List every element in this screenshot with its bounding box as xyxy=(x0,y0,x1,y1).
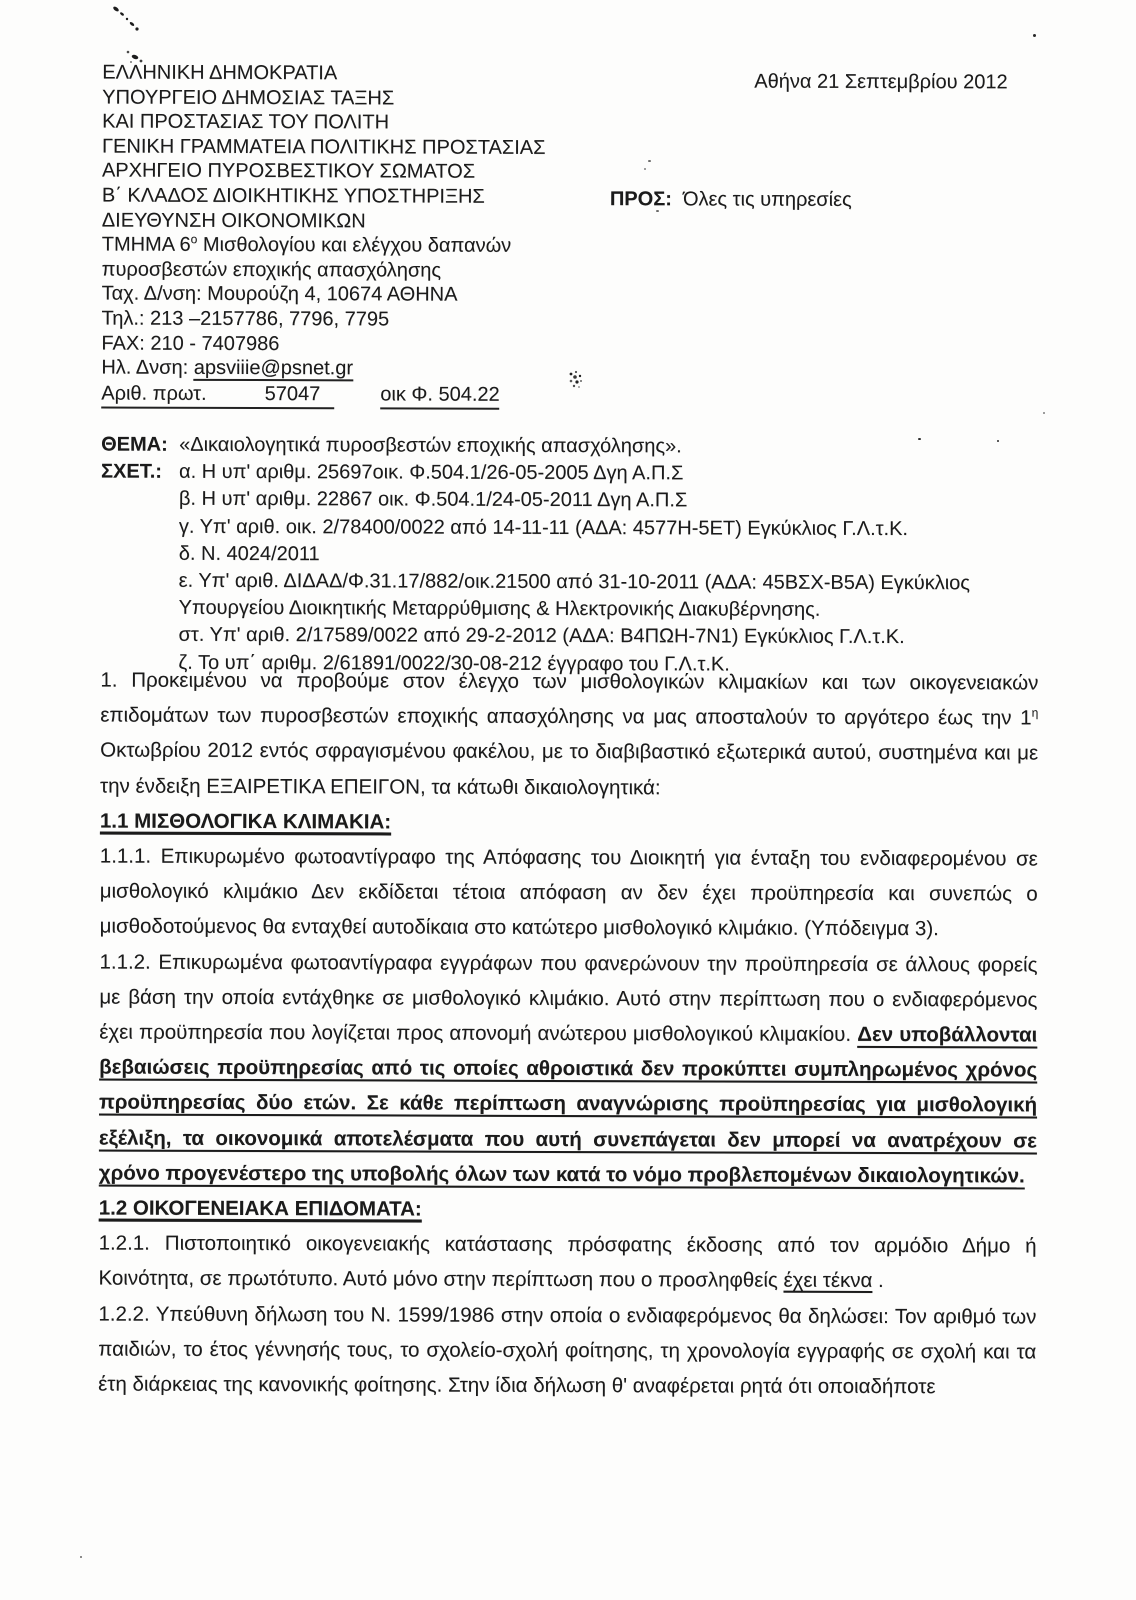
email-address: apsviiie@psnet.gr xyxy=(193,356,354,380)
paragraph-1-1-1: 1.1.1. Επικυρωμένο φωτοαντίγραφο της Απόφασης του Διοικητή για ένταξη του ενδιαφερομένου σε μισθολογικό κλιμάκιο Δεν εκδίδεται τέτοια απόφαση αν δεν έχει προϋπηρεσία και συνεπώς ο μισθοδοτούμενος θα ενταχθεί αυτοδίκαια στο κατώτερο μισθολογικό κλιμάκιο. (Υπόδειγμα 3). xyxy=(99,844,1038,941)
sender-line: ΚΑΙ ΠΡΟΣΤΑΣΙΑΣ ΤΟΥ ΠΟΛΙΤΗ xyxy=(102,110,390,134)
paragraph-1-2-1-text: 1.2.1. Πιστοποιητικό οικογενειακής κατάστασης πρόσφατης έκδοσης από τον αρμόδιο Δήμο ή Κοινότητα, σε πρωτότυπο. Αυτό μόνο στην περίπτωση που ο προσληφθείς xyxy=(98,1231,1037,1293)
section-heading-1-1: 1.1 ΜΙΣΘΟΛΟΓΙΚΑ ΚΛΙΜΑΚΙΑ: xyxy=(99,809,392,834)
document-date: Αθήνα 21 Σεπτεμβρίου 2012 xyxy=(754,70,1008,94)
paragraph-1-1-2 xyxy=(99,944,1038,1193)
reference-item: ζ. Το υπ΄ αριθμ. 2/61891/0022/30-08-212 έγγραφο του Γ.Λ.τ.Κ. xyxy=(178,651,730,676)
sender-department-line xyxy=(102,233,702,259)
letter-body xyxy=(98,663,1038,1405)
paragraph-1-2-1-tail: . xyxy=(872,1269,884,1293)
references-list xyxy=(178,459,1049,679)
reference-item: β. Η υπ' αριθμ. 22867 οικ. Φ.504.1/24-05-2011 Δγη Α.Π.Σ xyxy=(178,488,688,512)
protocol-number: 57047 xyxy=(264,382,321,405)
subject-text: «Δικαιολογητικά πυροσβεστών εποχικής απασχόλησης». xyxy=(179,433,682,458)
sender-department-line2: πυροσβεστών εποχικής απασχόλησης xyxy=(101,258,442,282)
paragraph-1-2-2: 1.2.2. Υπεύθυνη δήλωση του Ν. 1599/1986 στην οποία ο ενδιαφερόμενος θα δηλώσει: Τον αριθμό των παιδιών, το έτος γέννησής τους, το σχολείο-σχολή φοίτησης, τη χρονολογία εγγραφής σε σχολή και τα έτη διάρκειας της κανονικής φοίτησης. Στην ίδια δήλωση θ' αναφέρεται ρητά ότι οποιαδήποτε xyxy=(98,1302,1037,1399)
reference-item: α. Η υπ' αριθμ. 25697οικ. Φ.504.1/26-05-2005 Δγη Α.Π.Σ xyxy=(178,460,684,485)
reference-item: γ. Υπ' αριθ. οικ. 2/78400/0022 από 14-11-11 (ΑΔΑ: 4577Η-5ΕΤ) Εγκύκλιος Γ.Λ.τ.Κ. xyxy=(178,515,909,540)
protocol-line xyxy=(101,381,701,407)
references-label: ΣΧΕΤ.: xyxy=(100,460,162,483)
date-ordinal-sup: η xyxy=(1031,705,1039,720)
paragraph-1-1-2-emphasis: Δεν υποβάλλονται βεβαιώσεις προϋπηρεσίας από τις οποίες αθροιστικά δεν προκύπτει συμπληρωμένος χρόνος προϋπηρεσίας δύο ετών. Σε κάθε περίπτωση αναγνώρισης προϋπηρεσίας για μισθολογική εξέλιξη, τα οικονομικά αποτελέσματα που αυτή συνεπάγεται δεν μπορεί να ανατρέχουν σε χρόνο προγενέστερο της υποβολής όλων των κατά το νόμο προβλεπομένων δικαιολογητικών. xyxy=(98,1022,1038,1188)
protocol-file-number: οικ Φ. 504.22 xyxy=(380,382,499,410)
recipient-value: Όλες τις υπηρεσίες xyxy=(682,188,852,211)
department-number-sup: ο xyxy=(190,232,198,247)
reference-item: ε. Υπ' αριθ. ΔΙΔΑΔ/Φ.31.17/882/οικ.21500 από 31-10-2011 (ΑΔΑ: 45ΒΣΧ-Β5Α) Εγκύκλιος Υπουργείου Διοικητικής Μεταρρύθμισης & Ηλεκτρονικής Διακυβέρνησης. xyxy=(178,569,970,622)
sender-line: ΑΡΧΗΓΕΙΟ ΠΥΡΟΣΒΕΣΤΙΚΟΥ ΣΩΜΑΤΟΣ xyxy=(101,159,476,184)
sender-block xyxy=(101,61,702,408)
reference-item: στ. Υπ' αριθ. 2/17589/0022 από 29-2-2012 (ΑΔΑ: Β4ΠΩΗ-7Ν1) Εγκύκλιος Γ.Λ.τ.Κ. xyxy=(178,624,905,649)
department-number: ΤΜΗΜΑ 6 xyxy=(101,233,191,256)
sender-postal-address: Ταχ. Δ/νση: Μουρούζη 4, 10674 ΑΘΗΝΑ xyxy=(101,282,458,306)
section-heading-1-2: 1.2 ΟΙΚΟΓΕΝΕΙΑΚΑ ΕΠΙΔΟΜΑΤΑ: xyxy=(98,1196,422,1221)
recipient-label: ΠΡΟΣ: xyxy=(609,188,672,211)
sender-fax: FAX: 210 - 7407986 xyxy=(101,332,280,355)
subject-label: ΘΕΜΑ: xyxy=(101,433,168,456)
recipient-line xyxy=(610,188,852,212)
department-name: Μισθολογίου και ελέγχου δαπανών xyxy=(197,233,512,257)
protocol-label: Αριθ. πρωτ. xyxy=(101,382,207,405)
sender-line: ΥΠΟΥΡΓΕΙΟ ΔΗΜΟΣΙΑΣ ΤΑΞΗΣ xyxy=(102,86,395,110)
paragraph-1-2-1 xyxy=(98,1226,1036,1299)
paragraph-1-1-2-text: 1.1.2. Επικυρωμένα φωτοαντίγραφα εγγράφων που φανερώνουν την προϋπηρεσία σε άλλους φορείς με βάση την οποία εντάχθηκε σε μισθολογικό κλιμάκιο. Αυτό στην περίπτωση που ο ενδιαφερόμενος έχει προϋπηρεσία που λογίζεται προς απονομή ανώτερου μισθολογικού κλιμακίου. xyxy=(99,950,1038,1046)
paragraph-1-text: 1. Προκειμένου να προβούμε στον έλεγχο των μισθολογικών κλιμακίων και των οικογενειακών επιδομάτων των πυροσβεστών εποχικής απασχόλησης να μας αποσταλούν το αργότερο έως την 1 xyxy=(100,668,1039,730)
sender-line: ΔΙΕΥΘΥΝΣΗ ΟΙΚΟΝΟΜΙΚΩΝ xyxy=(101,209,366,232)
subject-references-block xyxy=(100,432,1049,680)
sender-line: Β΄ ΚΛΑΔΟΣ ΔΙΟΙΚΗΤΙΚΗΣ ΥΠΟΣΤΗΡΙΞΗΣ xyxy=(101,184,485,208)
sender-telephone: Τηλ.: 213 –2157786, 7796, 7795 xyxy=(101,307,390,331)
reference-item: δ. Ν. 4024/2011 xyxy=(178,542,320,566)
sender-line: ΕΛΛΗΝΙΚΗ ΔΗΜΟΚΡΑΤΙΑ xyxy=(102,61,338,85)
paragraph-1 xyxy=(100,663,1038,807)
email-label: Ηλ. Δνση: xyxy=(101,356,194,379)
sender-email-line xyxy=(101,356,701,382)
sender-line: ΓΕΝΙΚΗ ΓΡΑΜΜΑΤΕΙΑ ΠΟΛΙΤΙΚΗΣ ΠΡΟΣΤΑΣΙΑΣ xyxy=(102,135,546,159)
paragraph-1-text-cont: Οκτωβρίου 2012 εντός σφραγισμένου φακέλου, με το διαβιβαστικό εξωτερικά αυτού, συστημένα και με την ένδειξη ΕΞΑΙΡΕΤΙΚΑ ΕΠΕΙΓΟΝ, τα κάτωθι δικαιολογητικά: xyxy=(100,738,1039,799)
paragraph-1-2-1-underline: έχει τέκνα xyxy=(783,1269,873,1293)
